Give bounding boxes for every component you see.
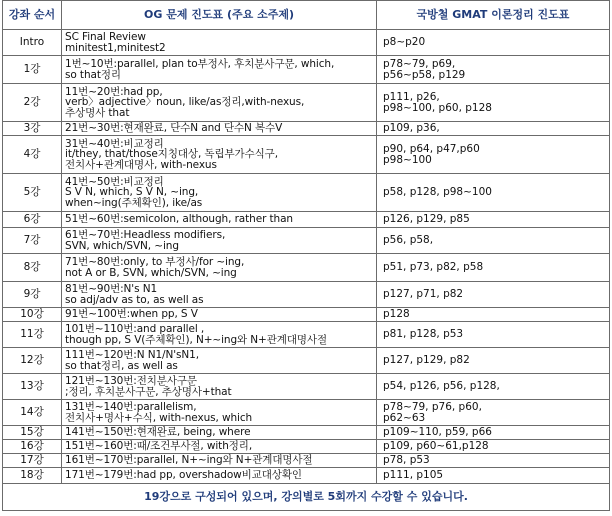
gmat-pages-cell: p109, p60~61,p128	[377, 440, 610, 454]
gmat-pages-cell: p54, p126, p56, p128,	[377, 374, 610, 400]
gmat-pages-cell: p8~p20	[377, 30, 610, 56]
table-row	[3, 440, 610, 454]
session-cell: 8강	[3, 254, 62, 282]
gmat-pages-cell: p109, p36,	[377, 122, 610, 136]
session-cell: 5강	[3, 174, 62, 212]
og-topic-cell: 111번~120번:N N1/N'sN1, so that정리, as well as	[62, 348, 377, 374]
progress-table	[2, 0, 610, 511]
gmat-pages-cell: p126, p129, p85	[377, 212, 610, 228]
gmat-pages-cell: p90, p64, p47,p60 p98~100	[377, 136, 610, 174]
og-topic-cell: 71번~80번:only, to 부정사/for ~ing, not A or B, SVN, which/SVN, ~ing	[62, 254, 377, 282]
session-cell: 7강	[3, 228, 62, 254]
table-row	[3, 348, 610, 374]
og-topic-cell: SC Final Review minitest1,minitest2	[62, 30, 377, 56]
gmat-pages-cell: p78~79, p69, p56~p58, p129	[377, 56, 610, 84]
og-topic-cell: 11번~20번:had pp, verb〉adjective〉noun, like/as정리,with-nexus, 추상명사 that	[62, 84, 377, 122]
session-cell: Intro	[3, 30, 62, 56]
og-topic-cell: 61번~70번:Headless modifiers, SVN, which/SVN, ~ing	[62, 228, 377, 254]
session-cell: 16강	[3, 440, 62, 454]
og-topic-cell: 21번~30번:현재완료, 단수N and 단수N 복수V	[62, 122, 377, 136]
table-row	[3, 84, 610, 122]
progress-table-container	[2, 0, 609, 511]
table-row	[3, 56, 610, 84]
table-row	[3, 122, 610, 136]
og-topic-cell: 41번~50번:비교정리 S V N, which, S V N, ~ing, when~ing(주체확인), ike/as	[62, 174, 377, 212]
table-row	[3, 308, 610, 322]
gmat-pages-cell: p109~110, p59, p66	[377, 426, 610, 440]
session-cell: 6강	[3, 212, 62, 228]
session-cell: 15강	[3, 426, 62, 440]
session-cell: 4강	[3, 136, 62, 174]
gmat-pages-cell: p78~79, p76, p60, p62~63	[377, 400, 610, 426]
table-row	[3, 400, 610, 426]
session-cell: 11강	[3, 322, 62, 348]
header-gmat-progress: 국방철 GMAT 이론정리 진도표	[377, 1, 610, 30]
table-row	[3, 454, 610, 468]
session-cell: 13강	[3, 374, 62, 400]
table-row	[3, 136, 610, 174]
header-session: 강좌 순서	[3, 1, 62, 30]
table-row	[3, 254, 610, 282]
og-topic-cell: 171번~179번:had pp, overshadow비교대상확인	[62, 468, 377, 484]
og-topic-cell: 131번~140번:parallelism, 전치사+명사+수식, with-nexus, which	[62, 400, 377, 426]
table-row	[3, 30, 610, 56]
table-row	[3, 282, 610, 308]
table-row	[3, 322, 610, 348]
session-cell: 3강	[3, 122, 62, 136]
gmat-pages-cell: p127, p71, p82	[377, 282, 610, 308]
gmat-pages-cell: p58, p128, p98~100	[377, 174, 610, 212]
session-cell: 18강	[3, 468, 62, 484]
table-row	[3, 426, 610, 440]
og-topic-cell: 151번~160번:때/조건부사절, with정리,	[62, 440, 377, 454]
gmat-pages-cell: p127, p129, p82	[377, 348, 610, 374]
og-topic-cell: 141번~150번:현재완료, being, where	[62, 426, 377, 440]
og-topic-cell: 51번~60번:semicolon, although, rather than	[62, 212, 377, 228]
og-topic-cell: 161번~170번:parallel, N+~ing와 N+관계대명사절	[62, 454, 377, 468]
session-cell: 17강	[3, 454, 62, 468]
gmat-pages-cell: p81, p128, p53	[377, 322, 610, 348]
gmat-pages-cell: p128	[377, 308, 610, 322]
gmat-pages-cell: p111, p26, p98~100, p60, p128	[377, 84, 610, 122]
gmat-pages-cell: p56, p58,	[377, 228, 610, 254]
table-row	[3, 212, 610, 228]
table-row	[3, 228, 610, 254]
og-topic-cell: 1번~10번:parallel, plan to부정사, 후치분사구문, which, so that정리	[62, 56, 377, 84]
og-topic-cell: 91번~100번:when pp, S V	[62, 308, 377, 322]
table-row	[3, 174, 610, 212]
og-topic-cell: 81번~90번:N's N1 so adj/adv as to, as well as	[62, 282, 377, 308]
header-row	[3, 1, 610, 30]
session-cell: 9강	[3, 282, 62, 308]
table-row	[3, 468, 610, 484]
footer-row	[3, 484, 610, 511]
table-row	[3, 374, 610, 400]
session-cell: 14강	[3, 400, 62, 426]
session-cell: 10강	[3, 308, 62, 322]
session-cell: 12강	[3, 348, 62, 374]
session-cell: 1강	[3, 56, 62, 84]
og-topic-cell: 31번~40번:비교정리 it/they, that/those지칭대상, 독립부가수식구, 전치사+관계대명사, with-nexus	[62, 136, 377, 174]
gmat-pages-cell: p78, p53	[377, 454, 610, 468]
header-og-progress: OG 문제 진도표 (주요 소주제)	[62, 1, 377, 30]
session-cell: 2강	[3, 84, 62, 122]
footer-note: 19강으로 구성되어 있으며, 강의별로 5회까지 수강할 수 있습니다.	[3, 484, 610, 511]
gmat-pages-cell: p111, p105	[377, 468, 610, 484]
og-topic-cell: 121번~130번:전치분사구문 ;정리, 후치분사구문, 추상명사+that	[62, 374, 377, 400]
og-topic-cell: 101번~110번:and parallel , though pp, S V(주체확인), N+~ing와 N+관계대명사절	[62, 322, 377, 348]
gmat-pages-cell: p51, p73, p82, p58	[377, 254, 610, 282]
